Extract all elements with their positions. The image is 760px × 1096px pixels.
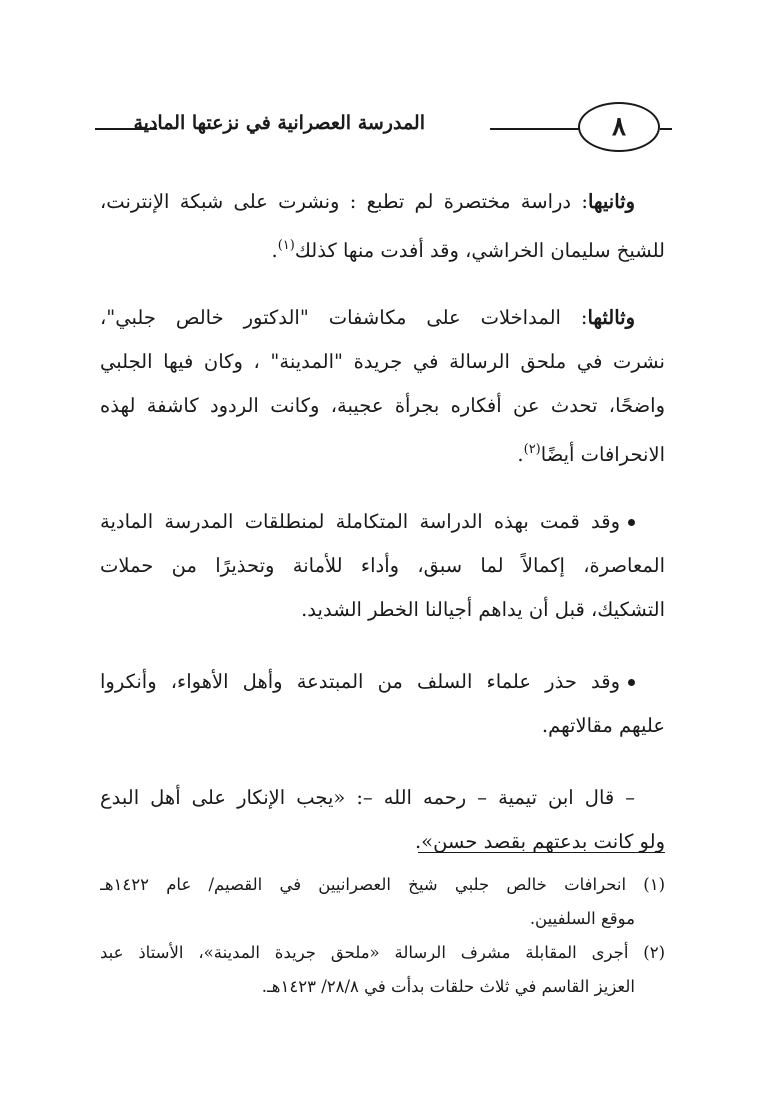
bullet-icon <box>628 679 635 686</box>
text-line: وثالثها: المداخلات على مكاشفات "الدكتور خالص جلبي"، <box>100 306 635 329</box>
main-text <box>100 180 665 892</box>
text-line: الانحرافات أيضًا$^{(٢)}$. <box>517 442 665 466</box>
text-line: وقد حذر علماء السلف من المبتدعة وأهل الأهواء، وأنكروا <box>100 660 665 704</box>
quote-paragraph <box>100 776 665 864</box>
text-line: – قال ابن تيمية – رحمه الله –: «يجب الإنكار على أهل البدع <box>100 786 635 809</box>
text-line: التشكيك، قبل أن يداهم أجيالنا الخطر الشديد. <box>301 598 665 621</box>
text-line: نشرت في ملحق الرسالة في جريدة "المدينة" ، وكان فيها الجلبي <box>100 350 665 373</box>
footnote-separator <box>418 852 665 853</box>
text-line: واضحًا، تحدث عن أفكاره بجرأة عجيبة، وكانت الردود كاشفة لهذه <box>100 394 665 417</box>
footnote-ref: (٢) <box>523 442 541 457</box>
text-line: عليهم مقالاتهم. <box>541 714 665 737</box>
running-title: المدرسة العصرانية في نزعتها المادية <box>133 112 425 134</box>
text-line: وثانيها: دراسة مختصرة لم تطبع : ونشرت على شبكة الإنترنت، <box>100 190 635 213</box>
page-number: ٨ <box>578 102 660 152</box>
text-line: ولو كانت بدعتهم بقصد حسن». <box>414 830 665 853</box>
footnote-line: (٢) أجرى المقابلة مشرف الرسالة «ملحق جريدة المدينة»، الأستاذ عبد <box>100 943 665 962</box>
text-line: وقد قمت بهذه الدراسة المتكاملة لمنطلقات المدرسة المادية <box>100 500 665 544</box>
paragraph-lead: وثانيها <box>587 190 635 213</box>
bullet-paragraph <box>100 500 665 632</box>
text-line: للشيخ سليمان الخراشي، وقد أفدت منها كذلك$^{(١)}$. <box>271 238 665 262</box>
page-header <box>95 100 670 160</box>
header-rule-middle <box>490 128 580 130</box>
footnote-ref: (١) <box>277 238 295 253</box>
footnotes <box>100 868 665 1004</box>
paragraph-third-source <box>100 296 665 472</box>
bullet-icon <box>628 519 635 526</box>
footnote-line: (١) انحرافات خالص جلبي شيخ العصرانيين في القصيم/ عام ١٤٢٢هـ <box>100 875 665 894</box>
text-line: المعاصرة، إكمالاً لما سبق، وأداء للأمانة وتحذيرًا من حملات <box>100 554 665 577</box>
footnote-line: العزيز القاسم في ثلاث حلقات بدأت في ٢٨/٨/ ١٤٢٣هـ. <box>261 977 635 996</box>
paragraph-lead: وثالثها <box>587 306 635 329</box>
footnote-line: موقع السلفيين. <box>529 909 635 928</box>
header-rule-right <box>660 128 672 130</box>
bullet-paragraph <box>100 660 665 748</box>
paragraph-second-source <box>100 180 665 268</box>
